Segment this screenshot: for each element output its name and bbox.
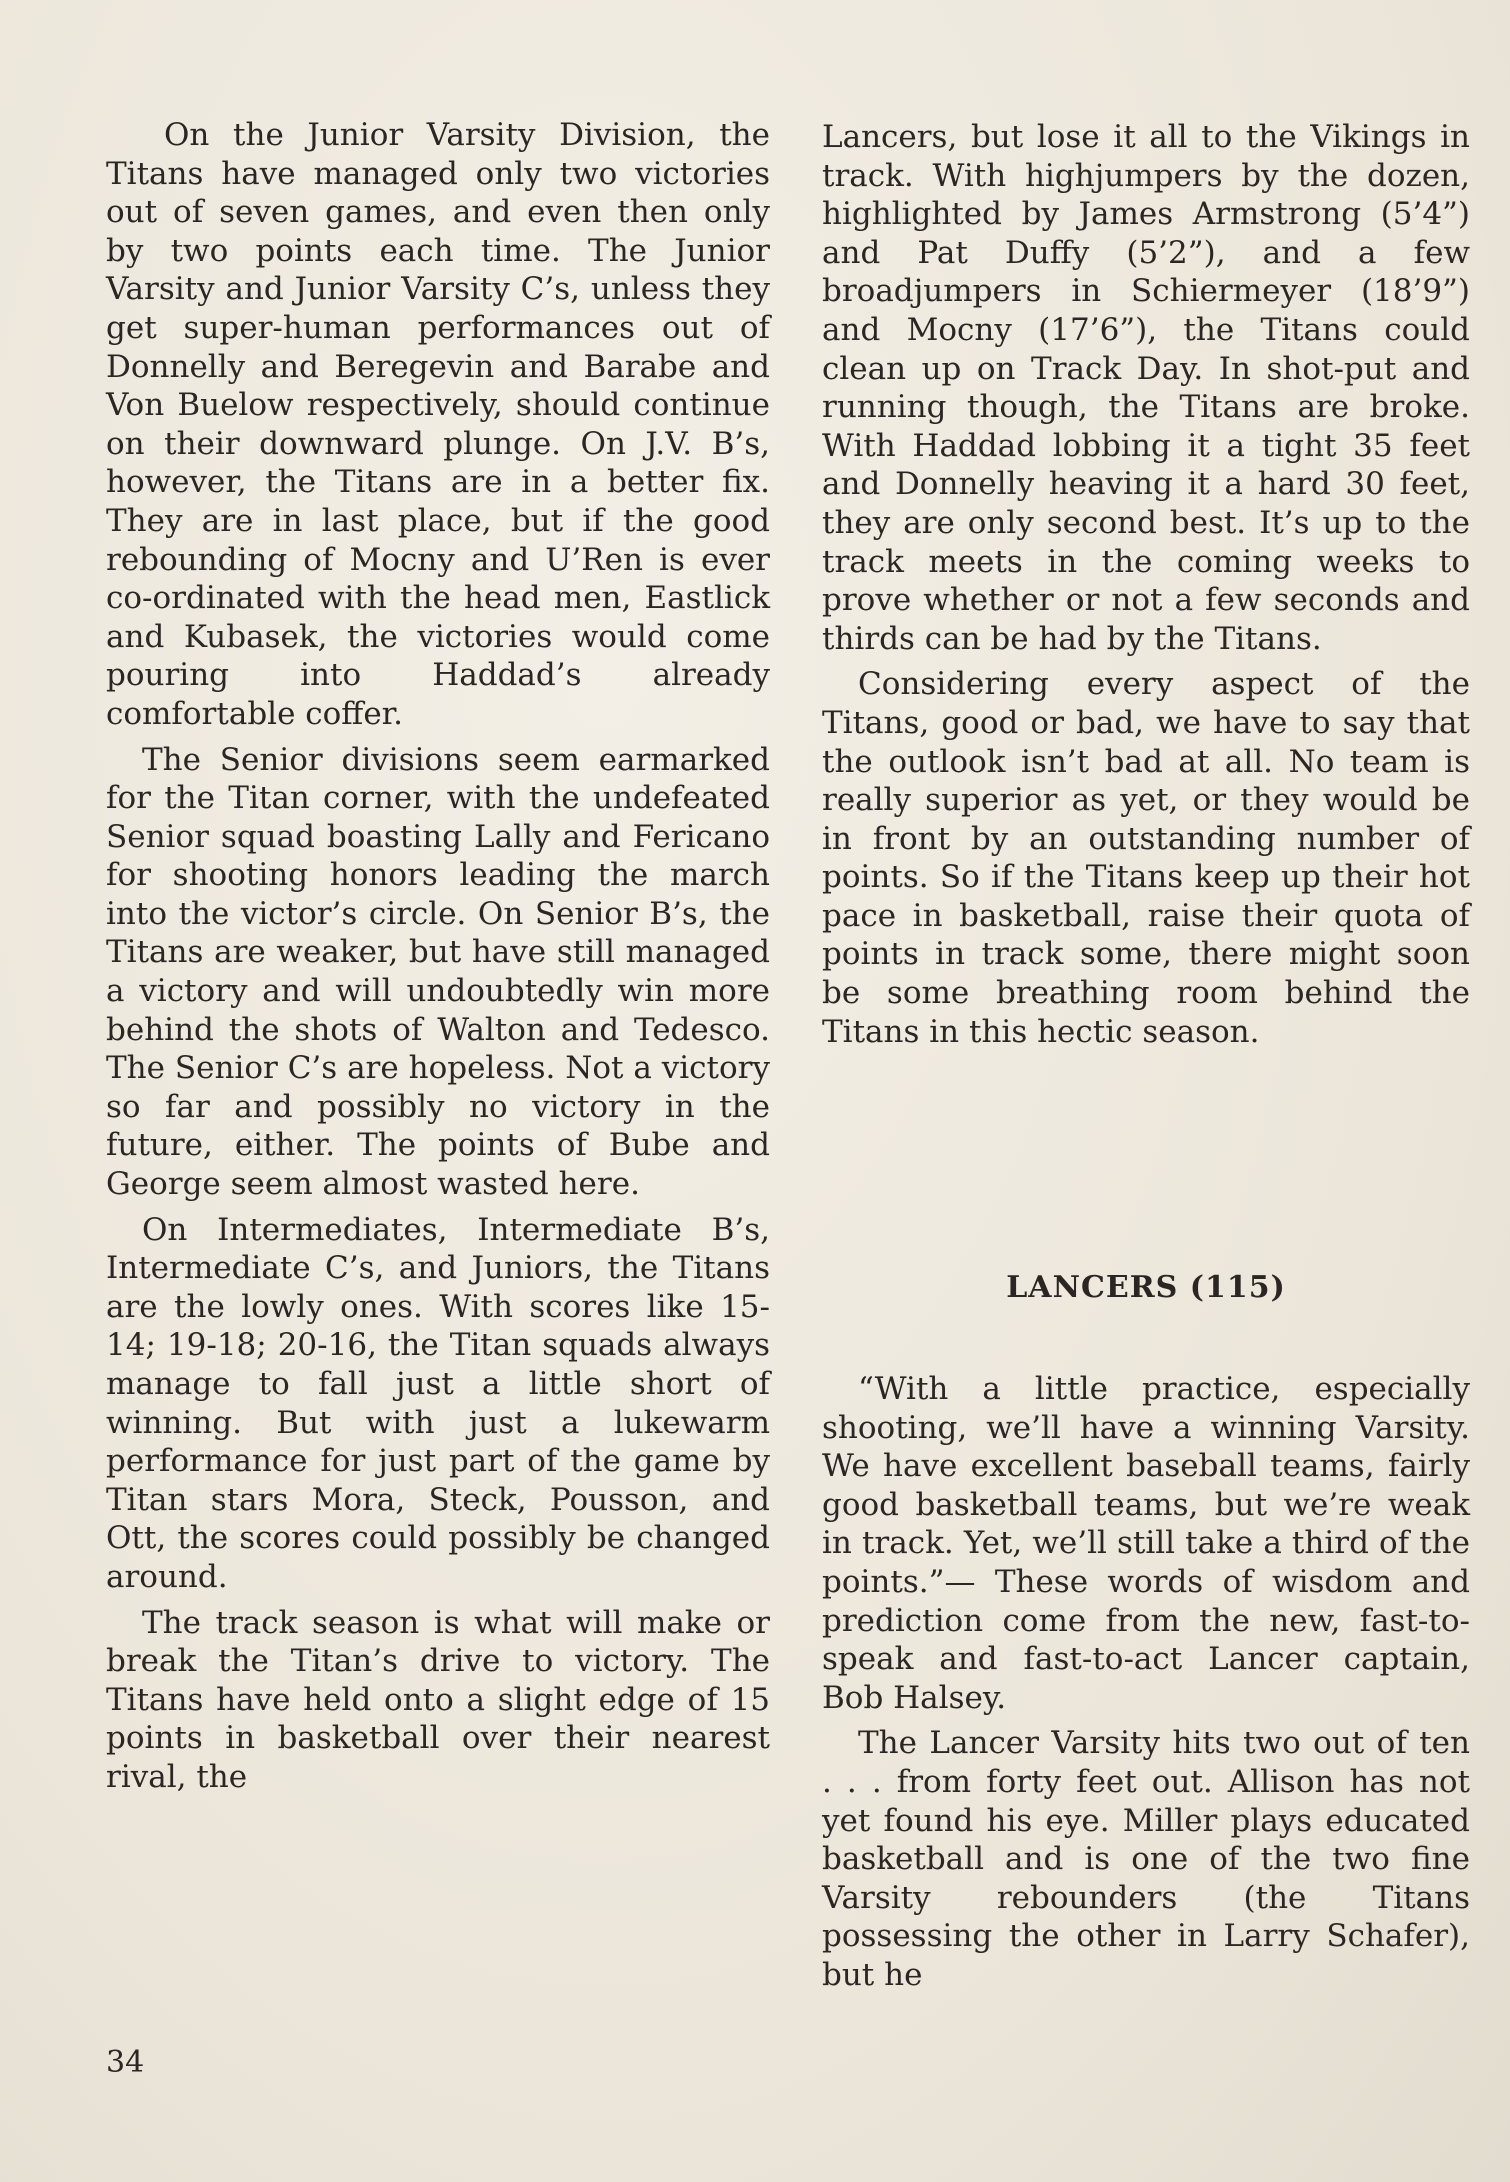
lancers-section xyxy=(822,1370,1470,2002)
paragraph-junior-varsity: On the Junior Varsity Division, the Titans have managed only two victories out of seven games, and even then only by two points each time. The Junior Varsity and Junior Varsity C’s, unless they get super-human performances out of Donnelly and Beregevin and Barabe and Von Buelow respectively, should continue on their downward plunge. On J.V. B’s, however, the Titans are in a better fix. They are in last place, but if the good rebounding of Mocny and U’Ren is ever co-ordinated with the head men, Eastlick and Kubasek, the victories would come pouring into Haddad’s already comfortable coffer. xyxy=(106,117,770,732)
paragraph-outlook: Considering every aspect of the Titans, good or bad, we have to say that the outlook isn’t bad at all. No team is really superior as yet, or they would be in front by an outstanding number of points. So if the Titans keep up their hot pace in basketball, raise their quota of points in track some, there might soon be some breathing room behind the Titans in this hectic season. xyxy=(822,666,1470,1050)
paragraph-track-continued: Lancers, but lose it all to the Vikings in track. With highjumpers by the dozen, highlighted by James Armstrong (5’4”) and Pat Duffy (5’2”), and a few broadjumpers in Schiermeyer (18’9”) and Mocny (17’6”), the Titans could clean up on Track Day. In shot-put and running though, the Titans are broke. With Haddad lobbing it a tight 35 feet and Donnelly heaving it a hard 30 feet, they are only second best. It’s up to the track meets in the coming weeks to prove whether or not a few seconds and thirds can be had by the Titans. xyxy=(822,119,1470,657)
paragraph-lancer-varsity: The Lancer Varsity hits two out of ten . . . from forty feet out. Allison has not yet found his eye. Miller plays educated basketball and is one of the two fine Varsity rebounders (the Titans possessing the other in Larry Schafer), but he xyxy=(822,1725,1470,1993)
paragraph-track-season: The track season is what will make or break the Titan’s drive to victory. The Titans have held onto a slight edge of 15 points in basketball over their nearest rival, the xyxy=(106,1604,770,1795)
paragraph-senior-divisions: The Senior divisions seem earmarked for the Titan corner, with the undefeated Senior squad boasting Lally and Fericano for shooting honors leading the march into the victor’s circle. On Senior B’s, the Titans are weaker, but have still managed a victory and will undoubtedly win more behind the shots of Walton and Tedesco. The Senior C’s are hopeless. Not a victory so far and possibly no victory in the future, either. The points of Bube and George seem almost wasted here. xyxy=(106,741,770,1203)
paragraph-intermediates: On Intermediates, Intermediate B’s, Intermediate C’s, and Juniors, the Titans are the lowly ones. With scores like 15-14; 19-18; 20-16, the Titan squads always manage to fall just a little short of winning. But with just a lukewarm performance for just part of the game by Titan stars Mora, Steck, Pousson, and Ott, the scores could possibly be changed around. xyxy=(106,1211,770,1595)
paragraph-lancer-quote: “With a little practice, especially shooting, we’ll have a winning Varsity. We have excellent baseball teams, fairly good basketball teams, but we’re weak in track. Yet, we’ll still take a third of the points.”— These words of wisdom and prediction come from the new, fast-to-speak and fast-to-act Lancer captain, Bob Halsey. xyxy=(822,1371,1470,1716)
right-column xyxy=(822,118,1470,1058)
section-heading-lancers: LANCERS (115) xyxy=(1006,1270,1286,1305)
left-column xyxy=(106,116,770,1804)
page-number: 34 xyxy=(106,2045,145,2080)
